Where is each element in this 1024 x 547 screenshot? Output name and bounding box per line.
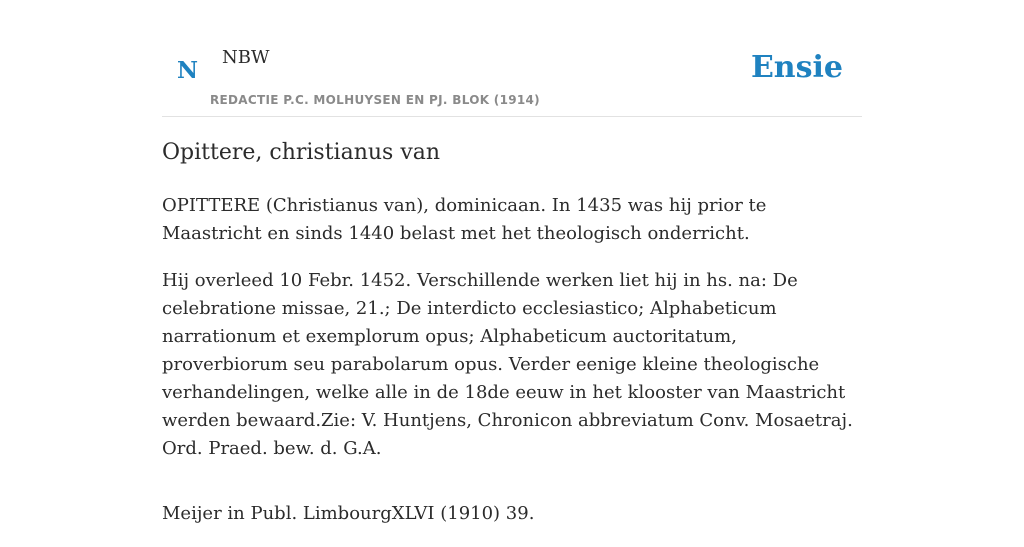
source-subtitle: REDACTIE P.C. MOLHUYSEN EN PJ. BLOK (1914): [210, 93, 540, 107]
article-title: Opittere, christianus van: [162, 140, 441, 165]
article-body: [162, 192, 862, 547]
source-title[interactable]: NBW: [222, 47, 270, 68]
source-logo[interactable]: N: [177, 57, 199, 84]
article-reference: Meijer in Publ. LimbourgXLVI (1910) 39.: [162, 503, 535, 524]
article-paragraph: OPITTERE (Christianus van), dominicaan. In 1435 was hij prior te Maastricht en sinds 1440 belast met het theologisch onderricht.: [162, 195, 767, 244]
brand-logo[interactable]: Ensie: [750, 50, 843, 85]
source-header: [162, 0, 862, 117]
article-paragraph: Hij overleed 10 Febr. 1452. Verschillende werken liet hij in hs. na: De celebratione missae, 21.; De interdicto ecclesiastico; Alphabeticum narrationum et exemplorum opus; Alphabeticum auctoritatum, proverbiorum seu parabolarum opus. Verder eenige kleine theologische verhandelingen, welke alle in de 18de eeuw in het klooster van Maastricht werden bewaard.Zie: V. Huntjens, Chronicon abbreviatum Conv. Mosaetraj. Ord. Praed. bew. d. G.A.: [162, 270, 853, 459]
